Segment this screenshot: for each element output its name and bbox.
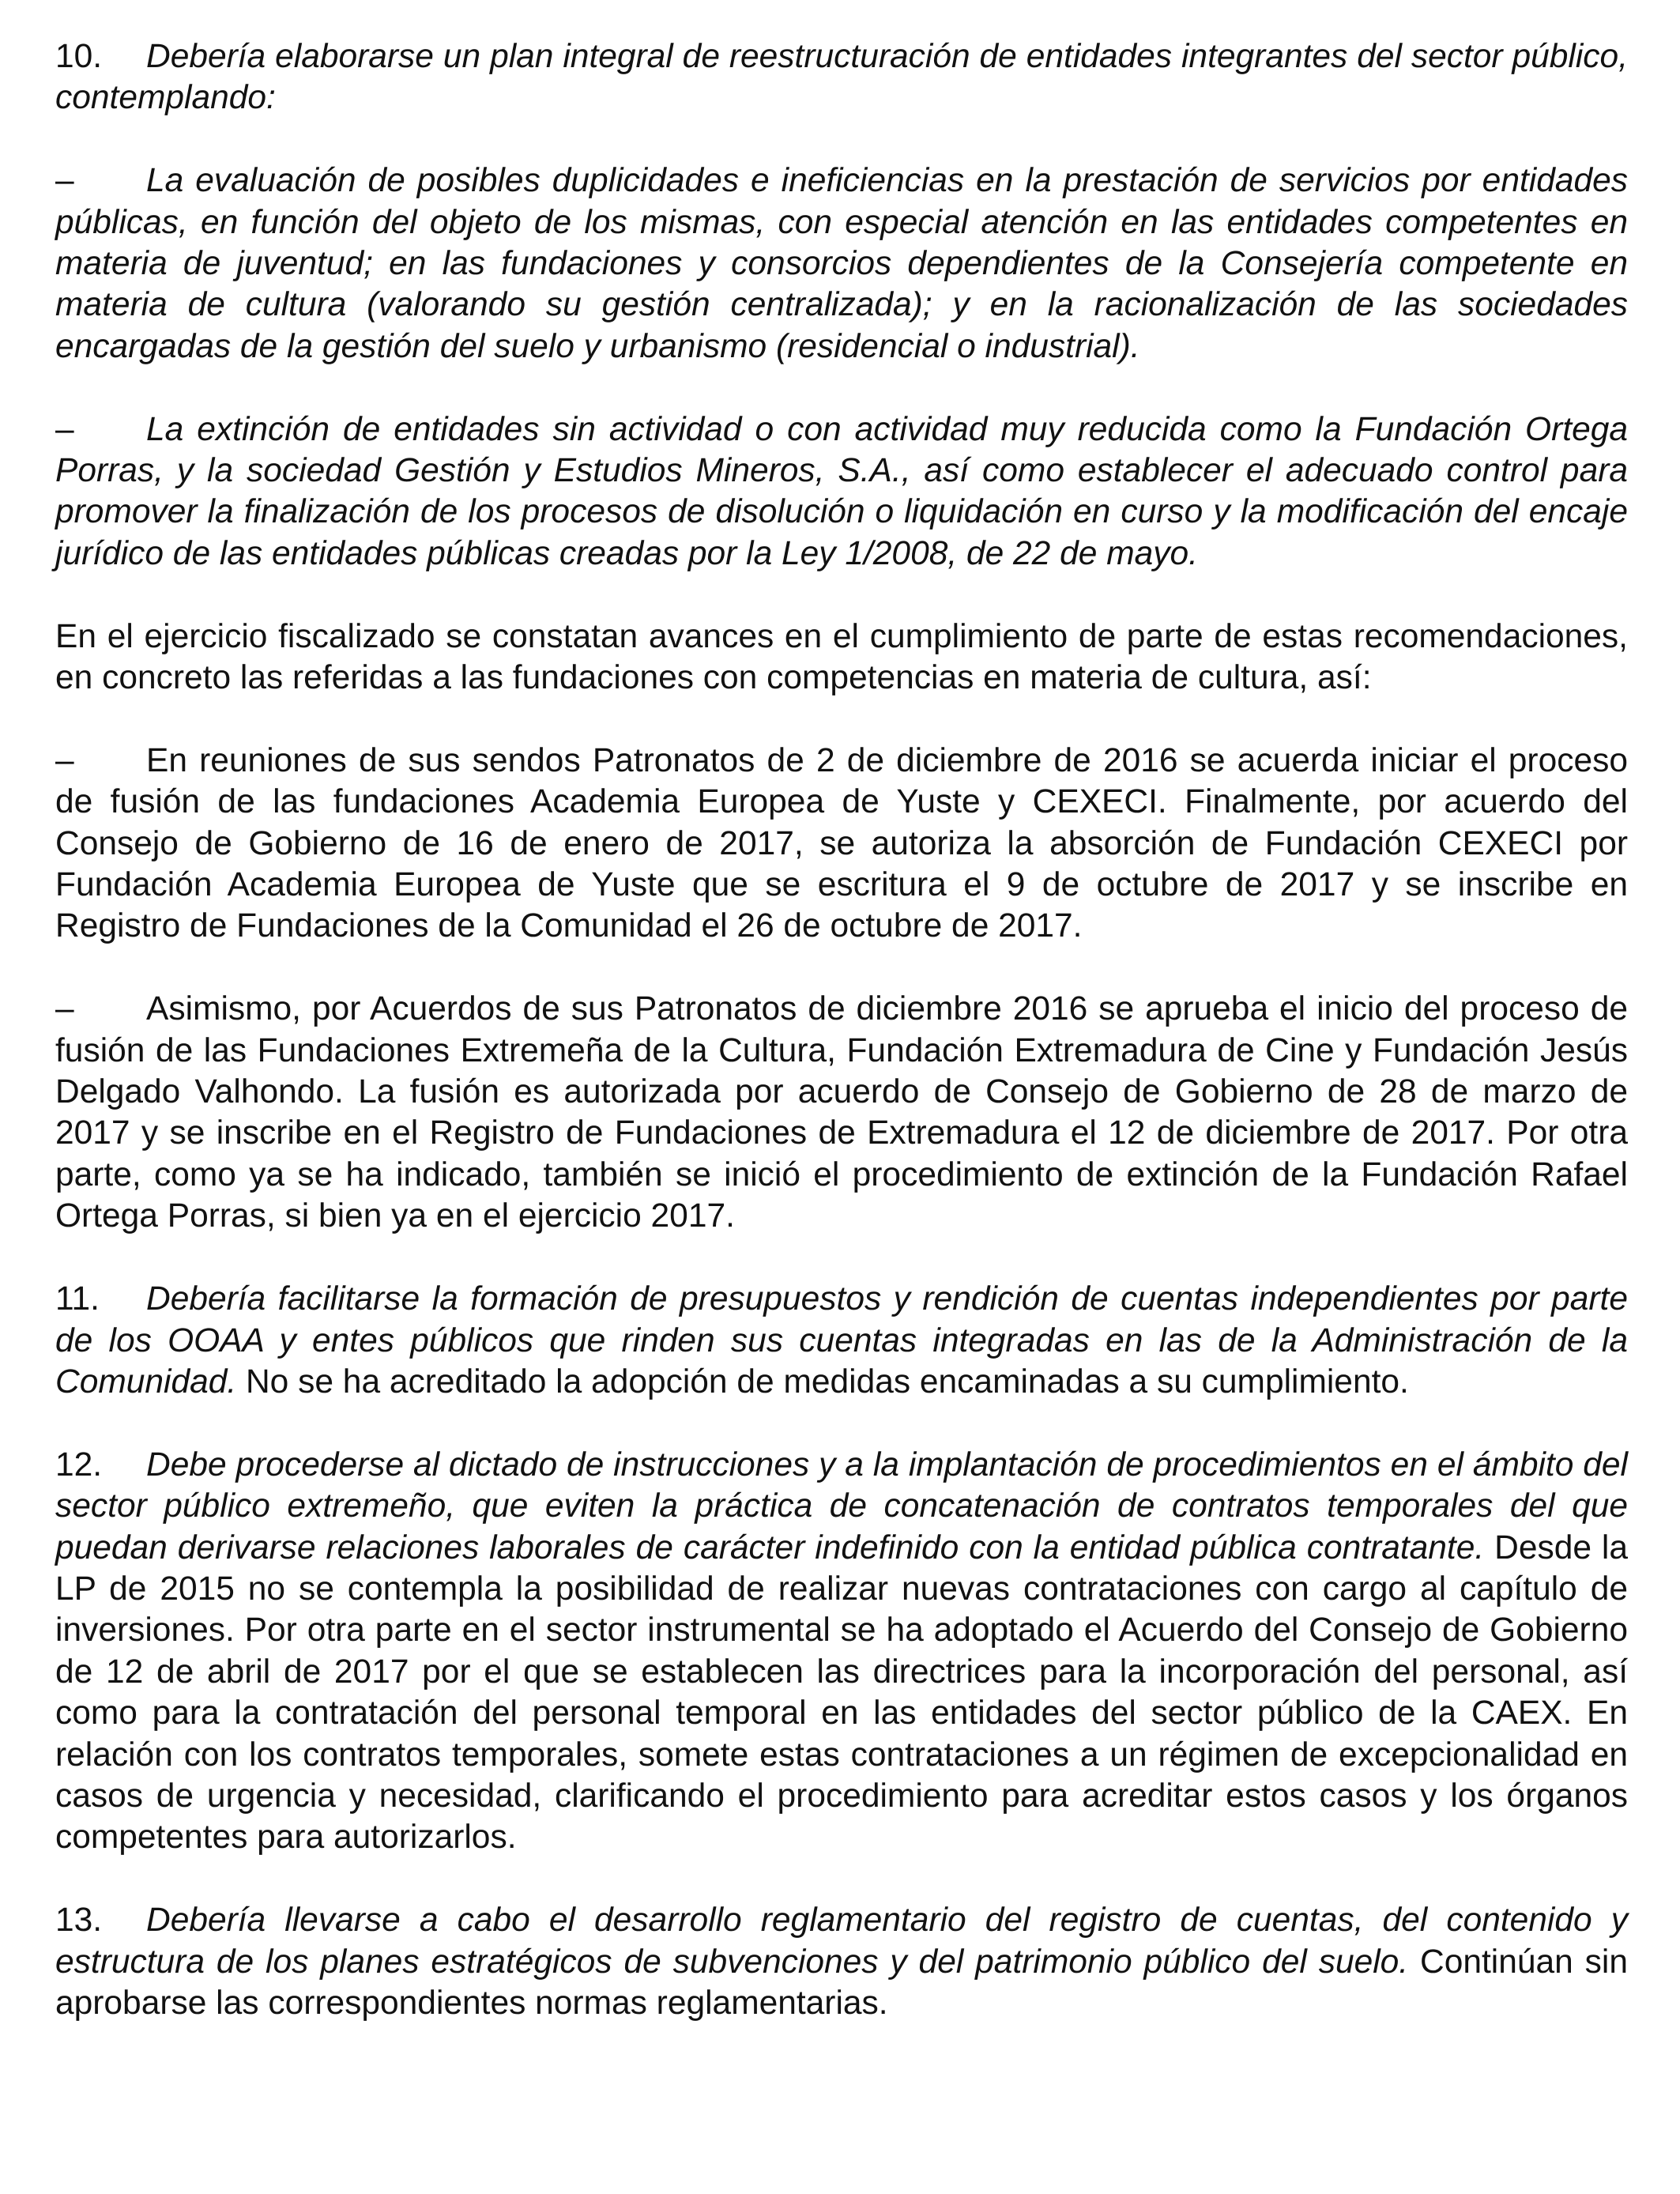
dash-marker: –: [55, 741, 74, 779]
recommendation-text: Debe procederse al dictado de instrucciones y a la implantación de procedimientos en el ámbito del sector público extremeño, que eviten la práctica de concatenación de contratos temporales del que puedan derivarse relaciones laborales de carácter indefinido con la entidad pública contratante.: [55, 1446, 1628, 1566]
bullet-yuste-cexeci: [55, 741, 1628, 948]
recommendation-11: [55, 1279, 1628, 1403]
bullet-cultura-fusion: [55, 989, 1628, 1237]
bullet-text: La evaluación de posibles duplicidades e ineficiencias en la prestación de servicios por entidades públicas, en función del objeto de los mismas, con especial atención en las entidades competentes en materia de juventud; en las fundaciones y consorcios dependientes de la Consejería competente en materia de cultura (valorando su gestión centralizada); y en la racionalización de las sociedades encargadas de la gestión del suelo y urbanismo (residencial o industrial).: [55, 162, 1628, 365]
status-text: Desde la LP de 2015 no se contempla la posibilidad de realizar nuevas contrataciones con cargo al capítulo de inversiones. Por otra parte en el sector instrumental se ha adoptado el Acuerdo del Consejo de Gobierno de 12 de abril de 2017 por el que se establecen las directrices para la incorporación del personal, así como para la contratación del personal temporal en las entidades del sector público de la CAEX. En relación con los contratos temporales, somete estas contrataciones a un régimen de excepcionalidad en casos de urgencia y necesidad, clarificando el procedimiento para acreditar estos casos y los órganos competentes para autorizarlos.: [55, 1529, 1629, 1857]
bullet-text: Asimismo, por Acuerdos de sus Patronatos de diciembre 2016 se aprueba el inicio del proceso de fusión de las Fundaciones Extremeña de la Cultura, Fundación Extremadura de Cine y Fundación Jesús Delgado Valhondo. La fusión es autorizada por acuerdo de Consejo de Gobierno de 28 de marzo de 2017 y se inscribe en el Registro de Fundaciones de Extremadura el 12 de diciembre de 2017. Por otra parte, como ya se ha indicado, también se inició el procedimiento de extinción de la Fundación Rafael Ortega Porras, si bien ya en el ejercicio 2017.: [55, 990, 1628, 1235]
dash-marker: –: [55, 162, 74, 200]
dash-marker: –: [55, 990, 74, 1028]
bullet-evaluation: [55, 160, 1628, 368]
dash-marker: –: [55, 410, 74, 448]
recommendation-13: [55, 1900, 1628, 2024]
item-number: 12.: [55, 1446, 103, 1483]
recommendation-10: [55, 36, 1628, 119]
status-text: Continúan sin aprobarse las correspondientes normas reglamentarias.: [55, 1943, 1628, 2022]
bullet-text: En reuniones de sus sendos Patronatos de 2 de diciembre de 2016 se acuerda iniciar el proceso de fusión de las fundaciones Academia Europea de Yuste y CEXECI. Finalmente, por acuerdo del Consejo de Gobierno de 16 de enero de 2017, se autoriza la absorción de Fundación CEXECI por Fundación Academia Europea de Yuste que se escritura el 9 de octubre de 2017 y se inscribe en Registro de Fundaciones de la Comunidad el 26 de octubre de 2017.: [55, 741, 1628, 945]
bullet-text: La extinción de entidades sin actividad o con actividad muy reducida como la Fundación Ortega Porras, y la sociedad Gestión y Estudios Mineros, S.A., así como establecer el adecuado control para promover la finalización de los procesos de disolución o liquidación en curso y la modificación del encaje jurídico de las entidades públicas creadas por la Ley 1/2008, de 22 de mayo.: [55, 410, 1628, 572]
item-number: 11.: [55, 1280, 100, 1318]
bullet-extinction: [55, 409, 1628, 575]
recommendation-text: Debería llevarse a cabo el desarrollo reglamentario del registro de cuentas, del contenido y estructura de los planes estratégicos de subvenciones y del patrimonio público del suelo.: [55, 1902, 1628, 1981]
recommendation-text: Debería facilitarse la formación de presupuestos y rendición de cuentas independientes por parte de los OOAA y entes públicos que rinden sus cuentas integradas en las de la Administración de la Comunidad.: [55, 1280, 1628, 1400]
document-page: [55, 36, 1628, 2024]
item-number: 13.: [55, 1902, 103, 1940]
intro-paragraph: [55, 616, 1628, 699]
recommendation-text: Debería elaborarse un plan integral de reestructuración de entidades integrantes del sector público, contemplando:: [55, 38, 1628, 117]
item-number: 10.: [55, 38, 103, 75]
status-text: No se ha acreditado la adopción de medidas encaminadas a su cumplimiento.: [236, 1363, 1409, 1400]
intro-text: En el ejercicio fiscalizado se constatan avances en el cumplimiento de parte de estas recomendaciones, en concreto las referidas a las fundaciones con competencias en materia de cultura, así:: [55, 617, 1628, 697]
recommendation-12: [55, 1445, 1628, 1859]
